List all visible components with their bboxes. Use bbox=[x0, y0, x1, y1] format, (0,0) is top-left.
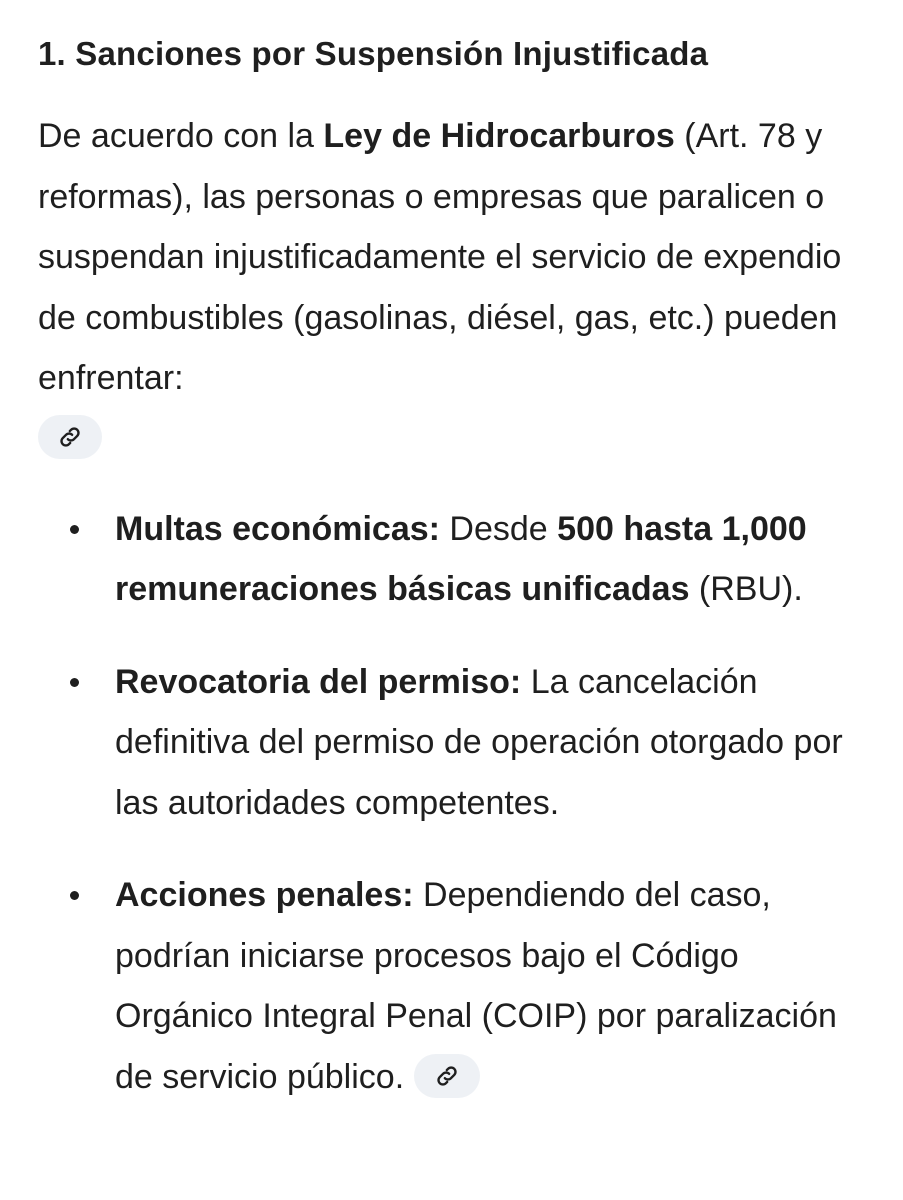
item-emphasis: 500 hasta 1,000 remuneraciones básicas unificadas bbox=[115, 509, 807, 608]
link-icon bbox=[434, 1063, 460, 1089]
list-item bbox=[38, 499, 878, 620]
source-link-button[interactable] bbox=[414, 1054, 480, 1098]
section-heading: 1. Sanciones por Suspensión Injustificada bbox=[38, 35, 709, 72]
intro-paragraph bbox=[38, 106, 878, 409]
item-text: Desde bbox=[439, 509, 558, 548]
sanctions-list bbox=[38, 499, 878, 1108]
link-icon bbox=[57, 424, 83, 450]
item-text: Dependiendo del caso, podrían iniciarse procesos bajo el Código Orgánico Integral Penal (COIP) por paralización de servicio público. bbox=[115, 876, 837, 1096]
item-label: Acciones penales: bbox=[115, 876, 414, 914]
list-item bbox=[38, 865, 878, 1107]
item-label: Multas económicas: bbox=[115, 509, 440, 548]
response-content bbox=[38, 22, 878, 1139]
source-chip-row bbox=[38, 415, 878, 459]
intro-text-post: (Art. 78 y reformas), las personas o empresas que paralicen o suspendan injustificadamente el servicio de expendio de combustibles (gasolinas, diésel, gas, etc.) pueden enfrentar: bbox=[38, 117, 842, 397]
item-text: La cancelación definitiva del permiso de operación otorgado por las autoridades competentes. bbox=[115, 662, 843, 822]
intro-text-pre: De acuerdo con la bbox=[38, 117, 324, 155]
source-link-button[interactable] bbox=[38, 415, 102, 459]
list-item bbox=[38, 652, 878, 834]
item-label: Revocatoria del permiso: bbox=[115, 662, 522, 701]
bullet-dot bbox=[70, 525, 79, 534]
bullet-dot bbox=[70, 891, 79, 900]
item-text: (RBU). bbox=[689, 570, 803, 608]
intro-law-name: Ley de Hidrocarburos bbox=[323, 117, 675, 155]
bullet-dot bbox=[70, 678, 79, 687]
